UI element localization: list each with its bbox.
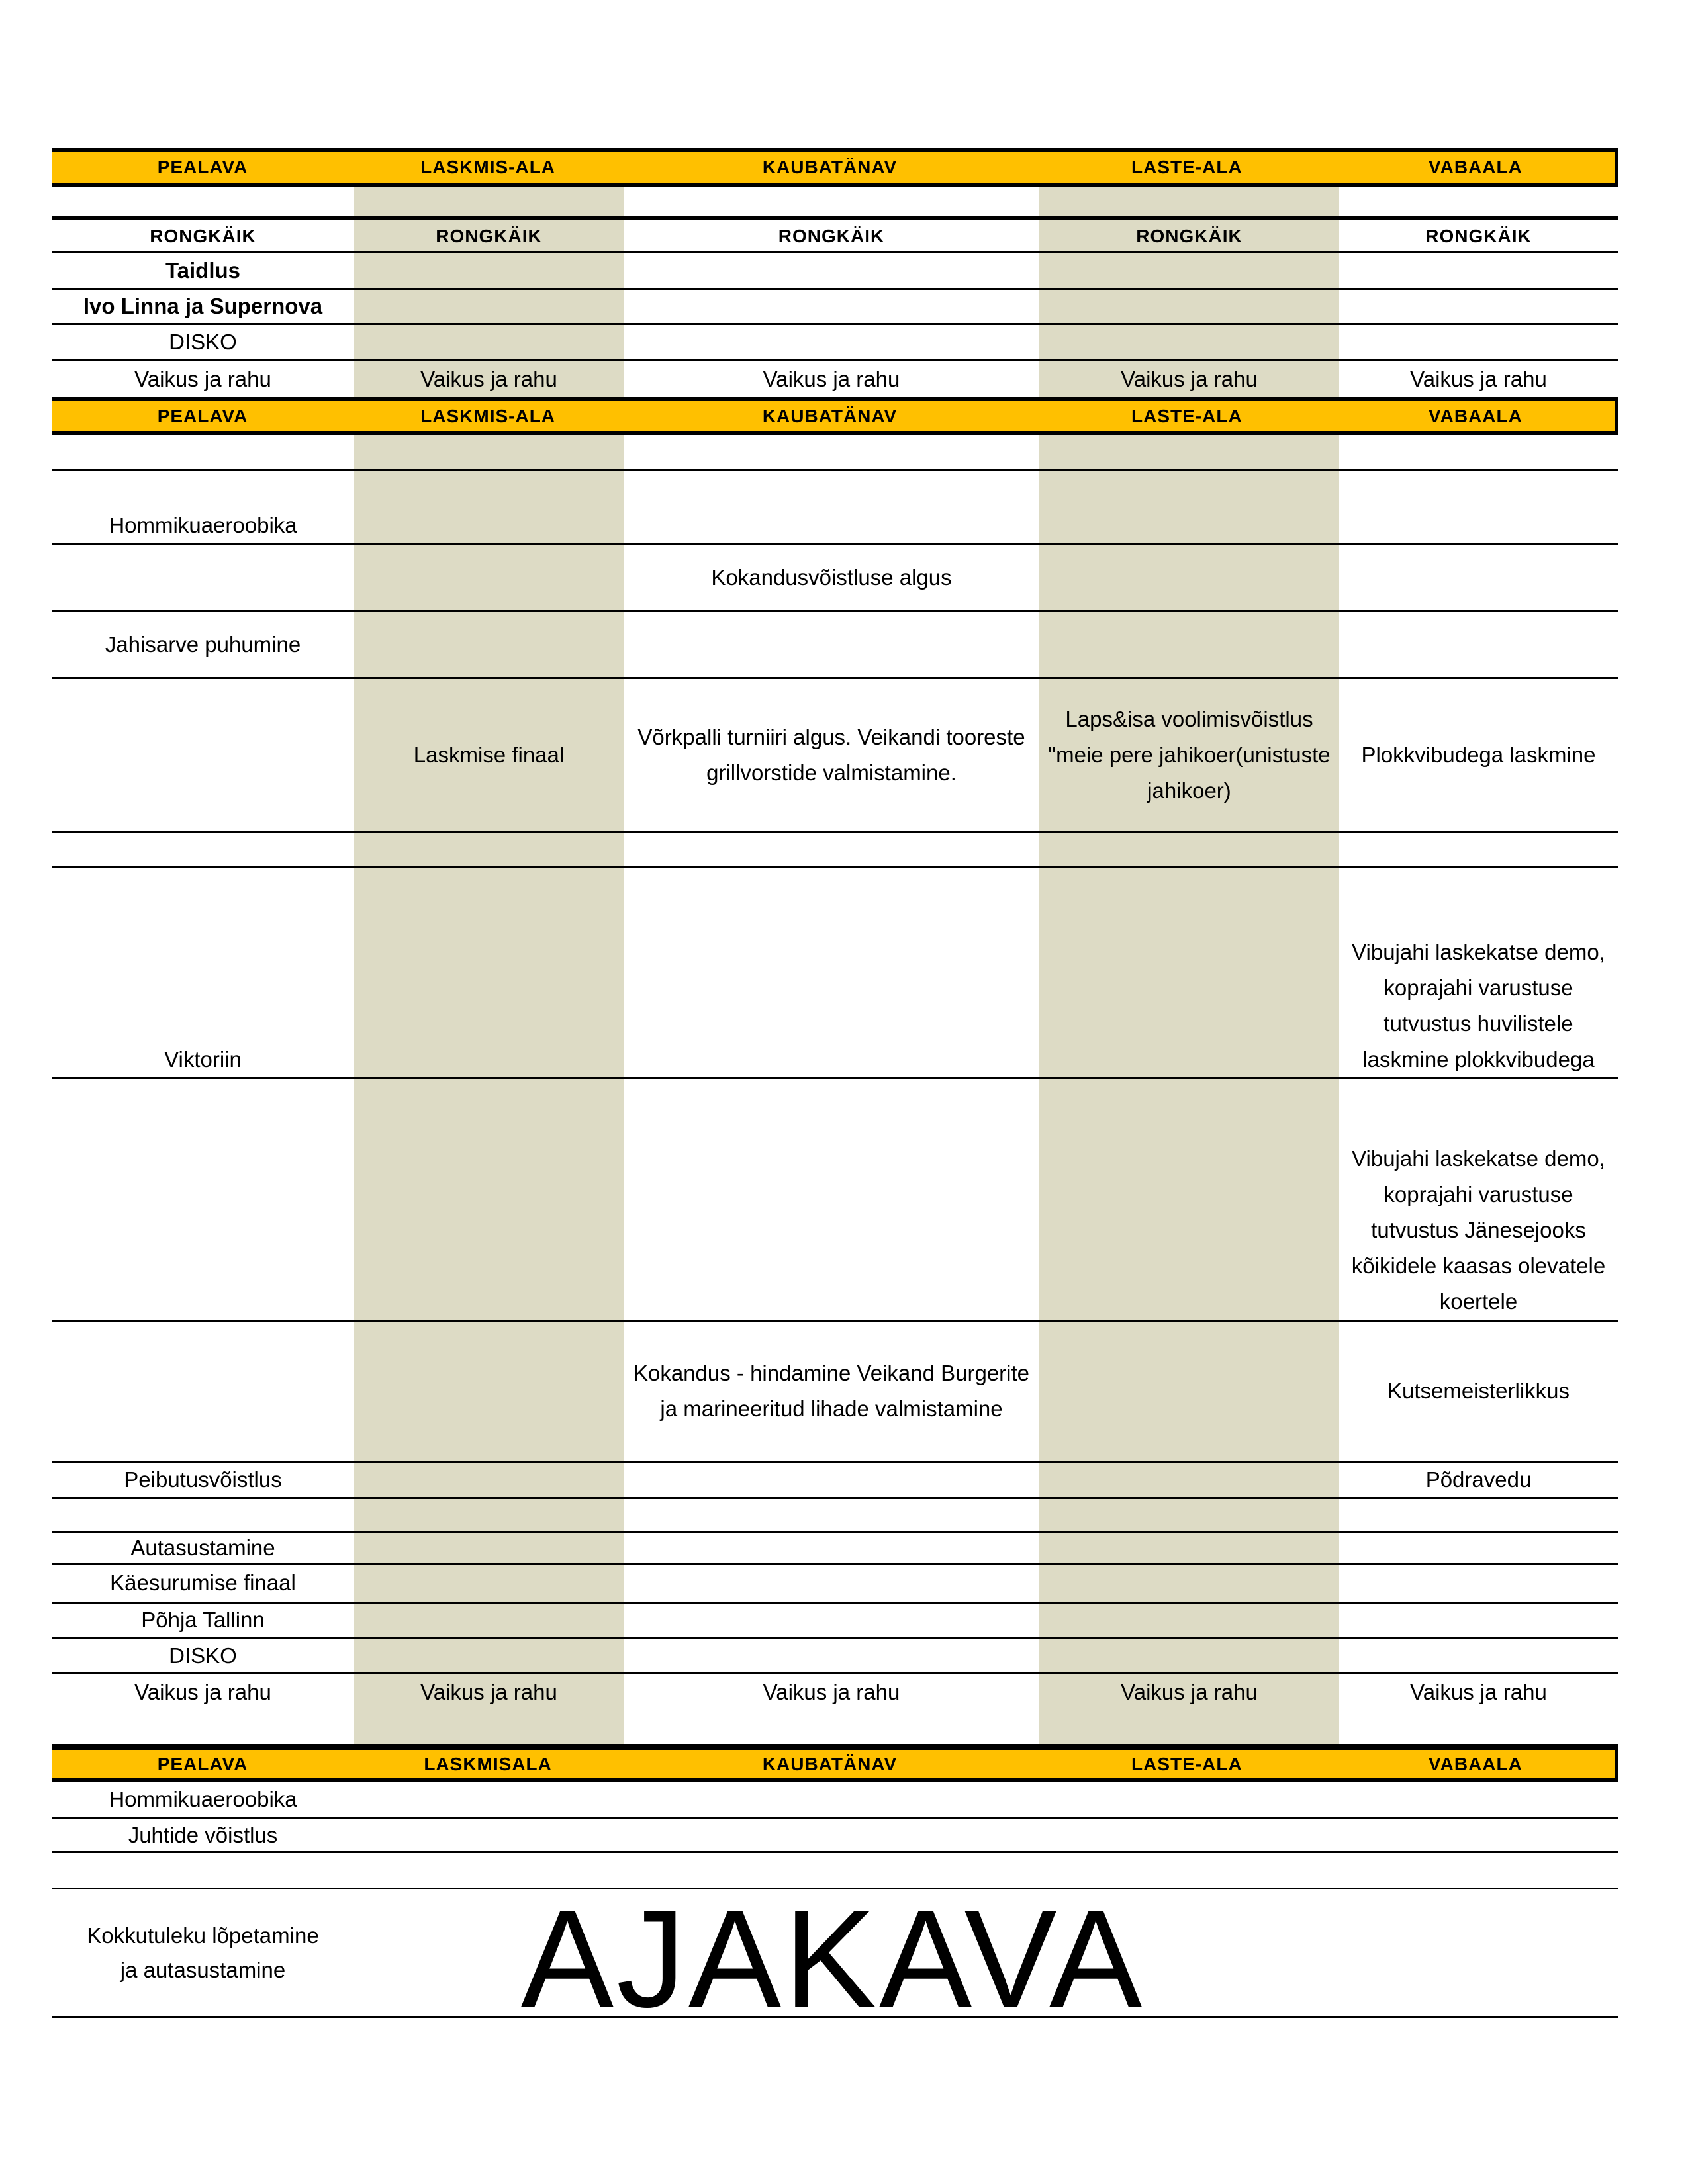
- cell-laste-ala: [1039, 290, 1339, 323]
- cell-laskmis-ala: [354, 471, 624, 543]
- cell-pealava: Jahisarve puhumine: [105, 632, 301, 657]
- schedule-row: [52, 325, 1618, 361]
- cell-laskmis-ala: [354, 1565, 624, 1602]
- cell-laste-ala: Vaikus ja rahu: [1039, 361, 1339, 397]
- cell-kaubatanav: [624, 1463, 1039, 1497]
- cell-laskmis-ala: [354, 1322, 624, 1461]
- schedule-row: [52, 679, 1618, 833]
- cell-pealava: [52, 187, 354, 216]
- cell-laste-ala: Laps&isa voolimisvõistlus "meie pere jahikoer(unistuste jahikoer): [1039, 679, 1339, 831]
- schedule-row: [52, 1322, 1618, 1463]
- cell-pealava: Käesurumise finaal: [110, 1570, 296, 1595]
- cell-vabaala: [1339, 1819, 1618, 1851]
- cell-vabaala: Kutsemeisterlikkus: [1387, 1379, 1570, 1403]
- cell-laskmis-ala: [354, 435, 624, 469]
- cell-pealava: Viktoriin: [164, 1047, 242, 1071]
- schedule-row: [52, 1782, 1618, 1819]
- cell-vabaala: [1339, 1565, 1618, 1602]
- cell-laskmis-ala: [354, 1782, 624, 1817]
- cell-pealava: [52, 1499, 354, 1531]
- schedule-row: [52, 253, 1618, 290]
- cell-laste-ala: [1039, 1604, 1339, 1637]
- cell-pealava: [52, 435, 354, 469]
- cell-laste-ala: [1039, 1565, 1339, 1602]
- cell-laskmis-ala: [354, 325, 624, 359]
- cell-pealava: Taidlus: [165, 258, 241, 283]
- cell-kaubatanav: Kokandusvõistluse algus: [711, 565, 952, 590]
- cell-laskmis-ala: [354, 868, 624, 1077]
- cell-kaubatanav: [624, 833, 1039, 866]
- cell-vabaala: [1339, 290, 1618, 323]
- cell-laste-ala: [1039, 1322, 1339, 1461]
- header-pealava: PEALAVA: [157, 1753, 248, 1774]
- cell-laste-ala: [1039, 868, 1339, 1077]
- schedule-row: [52, 471, 1618, 545]
- cell-laskmis-ala: [354, 1079, 624, 1320]
- cell-vabaala: [1339, 833, 1618, 866]
- cell-laste-ala: [1039, 612, 1339, 677]
- schedule-table: [52, 148, 1618, 2018]
- cell-pealava: Vaikus ja rahu: [134, 1680, 271, 1704]
- cell-laste-ala: [1039, 1782, 1339, 1817]
- header-laste-ala: LASTE-ALA: [1131, 156, 1243, 177]
- cell-laskmis-ala: [354, 1533, 624, 1563]
- cell-vabaala: [1339, 435, 1618, 469]
- cell-vabaala: RONGKÄIK: [1425, 225, 1532, 246]
- schedule-row: [52, 545, 1618, 612]
- cell-laste-ala: [1039, 545, 1339, 610]
- cell-laskmis-ala: [354, 1819, 624, 1851]
- cell-laskmis-ala: [354, 1604, 624, 1637]
- cell-vabaala: [1339, 612, 1618, 677]
- header-laste-ala: LASTE-ALA: [1131, 405, 1243, 426]
- cell-vabaala: [1339, 1533, 1618, 1563]
- cell-kaubatanav: [624, 187, 1039, 216]
- cell-kaubatanav: [624, 290, 1039, 323]
- schedule-row: [52, 1639, 1618, 1674]
- area-header-row: [52, 397, 1618, 435]
- cell-laste-ala: [1039, 1463, 1339, 1497]
- header-vabaala: VABAALA: [1429, 156, 1523, 177]
- schedule-row: [52, 361, 1618, 397]
- cell-laste-ala: [1039, 833, 1339, 866]
- schedule-row: [52, 187, 1618, 216]
- cell-kaubatanav: Vaikus ja rahu: [763, 1680, 900, 1704]
- cell-laste-ala: [1039, 435, 1339, 469]
- cell-kaubatanav: [624, 1079, 1039, 1320]
- schedule-row: [52, 290, 1618, 325]
- cell-laskmis-ala: [354, 187, 624, 216]
- schedule-row: [52, 1463, 1618, 1499]
- cell-pealava: Hommikuaeroobika: [109, 1787, 297, 1811]
- cell-laste-ala: [1039, 1499, 1339, 1531]
- cell-pealava: Peibutusvõistlus: [124, 1467, 282, 1492]
- cell-laste-ala: [1039, 187, 1339, 216]
- cell-vabaala: Põdravedu: [1425, 1467, 1532, 1492]
- schedule-row: [52, 1079, 1618, 1322]
- schedule-row: [52, 1674, 1618, 1746]
- schedule-row: [52, 1499, 1618, 1533]
- header-vabaala: VABAALA: [1429, 1753, 1523, 1774]
- cell-kaubatanav: [624, 435, 1039, 469]
- cell-pealava: DISKO: [169, 330, 237, 354]
- cell-kaubatanav: [624, 1499, 1039, 1531]
- header-pealava: PEALAVA: [157, 156, 248, 177]
- cell-vabaala: Vaikus ja rahu: [1410, 1680, 1547, 1704]
- cell-laskmis-ala: Vaikus ja rahu: [354, 1674, 624, 1744]
- cell-kaubatanav: Kokandus - hindamine Veikand Burgerite ja marineeritud lihade valmistamine: [633, 1361, 1030, 1421]
- cell-laskmis-ala: Vaikus ja rahu: [354, 361, 624, 397]
- cell-kaubatanav: [624, 471, 1039, 543]
- cell-vabaala: [1339, 253, 1618, 288]
- schedule-row: [52, 1819, 1618, 1853]
- cell-laste-ala: [1039, 253, 1339, 288]
- area-header-row: [52, 148, 1618, 187]
- header-laste-ala: LASTE-ALA: [1131, 1753, 1243, 1774]
- cell-laskmis-ala: [354, 545, 624, 610]
- area-header-row: [52, 1746, 1618, 1782]
- cell-kaubatanav: [624, 253, 1039, 288]
- header-kaubatanav: KAUBATÄNAV: [762, 405, 898, 426]
- cell-kaubatanav: [624, 612, 1039, 677]
- schedule-row: [52, 612, 1618, 679]
- cell-pealava: RONGKÄIK: [150, 225, 256, 246]
- cell-kaubatanav: [624, 1565, 1039, 1602]
- cell-pealava: [52, 1079, 354, 1320]
- schedule-row: [52, 833, 1618, 868]
- cell-kaubatanav: [624, 1604, 1039, 1637]
- cell-laste-ala: RONGKÄIK: [1039, 220, 1339, 251]
- cell-kaubatanav: [624, 325, 1039, 359]
- cell-vabaala: [1339, 1499, 1618, 1531]
- cell-laskmis-ala: Laskmise finaal: [354, 679, 624, 831]
- cell-vabaala: [1339, 1782, 1618, 1817]
- cell-laste-ala: [1039, 1079, 1339, 1320]
- cell-vabaala: Vaikus ja rahu: [1410, 367, 1547, 391]
- cell-vabaala: [1339, 471, 1618, 543]
- cell-pealava: Põhja Tallinn: [141, 1608, 265, 1632]
- cell-vabaala: [1339, 325, 1618, 359]
- schedule-row: [52, 1604, 1618, 1639]
- cell-vabaala: [1339, 1639, 1618, 1672]
- cell-laskmis-ala: [354, 1499, 624, 1531]
- cell-vabaala: [1339, 1604, 1618, 1637]
- cell-kaubatanav: Võrkpalli turniiri algus. Veikandi tooreste grillvorstide valmistamine.: [637, 724, 1025, 785]
- header-laskmis-ala: LASKMIS-ALA: [420, 405, 556, 426]
- cell-vabaala: [1339, 545, 1618, 610]
- cell-vabaala: Plokkvibudega laskmine: [1361, 742, 1596, 767]
- schedule-row: [52, 1533, 1618, 1565]
- cell-pealava: Hommikuaeroobika: [109, 513, 297, 537]
- cell-laskmis-ala: [354, 833, 624, 866]
- cell-kaubatanav: RONGKÄIK: [778, 225, 885, 246]
- cell-kaubatanav: [624, 868, 1039, 1077]
- cell-pealava: Autasustamine: [130, 1535, 275, 1560]
- header-kaubatanav: KAUBATÄNAV: [762, 1753, 898, 1774]
- cell-laskmis-ala: [354, 1639, 624, 1672]
- cell-kaubatanav: [624, 1782, 1039, 1817]
- schedule-row: [52, 868, 1618, 1079]
- schedule-row: [52, 1565, 1618, 1604]
- cell-laste-ala: Vaikus ja rahu: [1039, 1674, 1339, 1744]
- cell-laskmis-ala: RONGKÄIK: [354, 220, 624, 251]
- cell-vabaala: Vibujahi laskekatse demo, koprajahi varustuse tutvustus Jänesejooks kõikidele kaasas olevatele koertele: [1351, 1146, 1606, 1314]
- cell-vabaala: Vibujahi laskekatse demo, koprajahi varustuse tutvustus huvilistele laskmine plokkvibudega: [1352, 940, 1605, 1071]
- cell-laste-ala: [1039, 325, 1339, 359]
- page-title: AJAKAVA: [520, 1881, 1145, 2036]
- cell-vabaala: [1339, 187, 1618, 216]
- cell-pealava: Ivo Linna ja Supernova: [83, 294, 323, 318]
- cell-kaubatanav: Vaikus ja rahu: [763, 367, 900, 391]
- cell-laskmis-ala: [354, 612, 624, 677]
- cell-laskmis-ala: [354, 1463, 624, 1497]
- cell-kaubatanav: [624, 1533, 1039, 1563]
- cell-kaubatanav: [624, 1639, 1039, 1672]
- cell-laste-ala: [1039, 1819, 1339, 1851]
- cell-laskmis-ala: [354, 290, 624, 323]
- cell-pealava: [52, 833, 354, 866]
- cell-pealava: Juhtide võistlus: [128, 1822, 278, 1847]
- schedule-row: [52, 435, 1618, 471]
- header-laskmis-ala: LASKMISALA: [424, 1753, 552, 1774]
- cell-laskmis-ala: [354, 253, 624, 288]
- cell-laste-ala: [1039, 1533, 1339, 1563]
- cell-laste-ala: [1039, 471, 1339, 543]
- cell-laste-ala: [1039, 1639, 1339, 1672]
- header-laskmis-ala: LASKMIS-ALA: [420, 156, 556, 177]
- cell-pealava: DISKO: [169, 1643, 237, 1668]
- header-kaubatanav: KAUBATÄNAV: [762, 156, 898, 177]
- cell-pealava: Vaikus ja rahu: [134, 367, 271, 391]
- header-vabaala: VABAALA: [1429, 405, 1523, 426]
- cell-pealava: [52, 679, 354, 831]
- cell-kaubatanav: [624, 1819, 1039, 1851]
- cell-pealava: Kokkutuleku lõpetamine ja autasustamine: [87, 1923, 319, 1982]
- cell-pealava: [52, 545, 354, 610]
- cell-pealava: [52, 1322, 354, 1461]
- schedule-row: [52, 216, 1618, 253]
- header-pealava: PEALAVA: [157, 405, 248, 426]
